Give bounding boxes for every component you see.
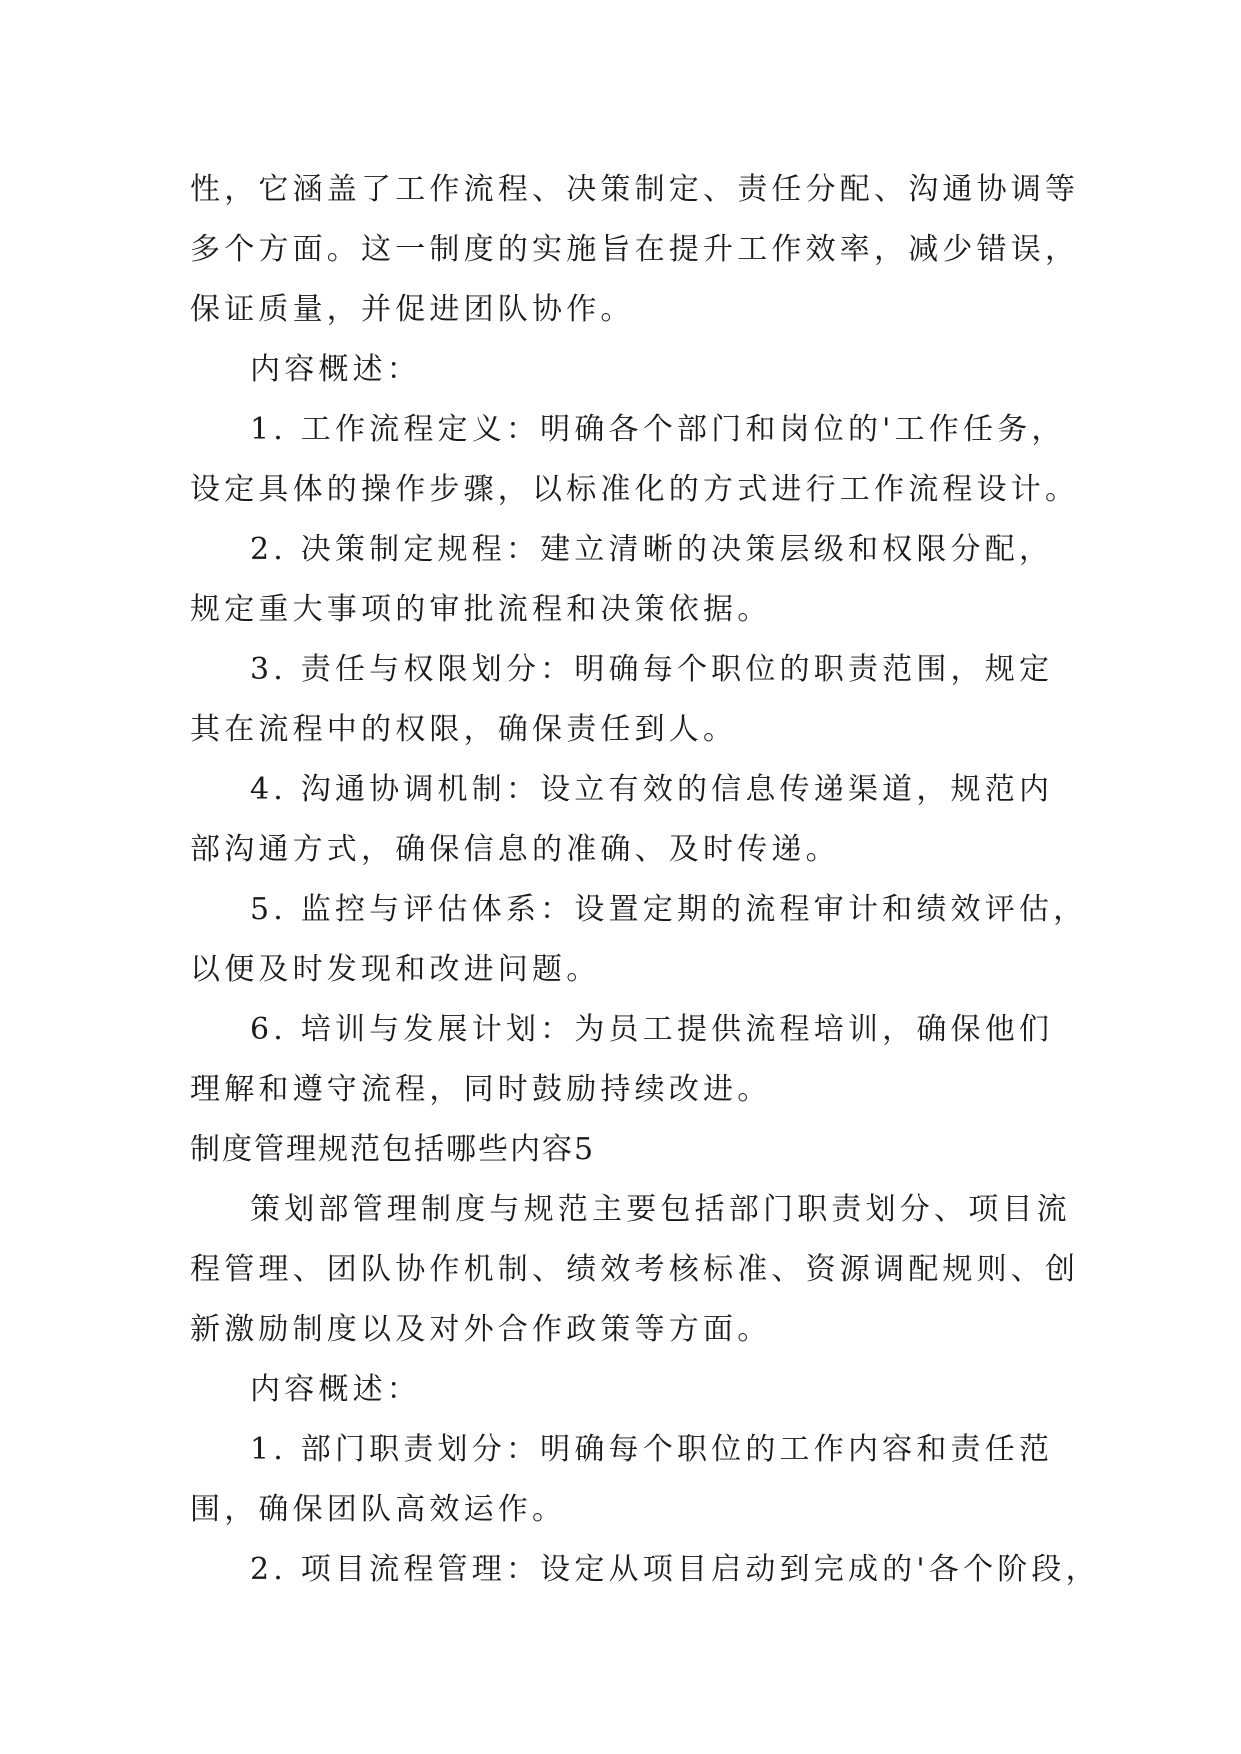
list-item: 1. 部门职责划分：明确每个职位的工作内容和责任范	[250, 1432, 1054, 1467]
document-body	[190, 160, 1100, 1600]
section-heading: 制度管理规范包括哪些内容5	[190, 1132, 596, 1167]
list-item: 6. 培训与发展计划：为员工提供流程培训，确保他们	[250, 1012, 1054, 1047]
list-item: 3. 责任与权限划分：明确每个职位的职责范围，规定	[250, 652, 1054, 687]
section-label: 内容概述：	[250, 352, 421, 387]
section-label: 内容概述：	[250, 1372, 421, 1407]
list-item: 1. 工作流程定义：明确各个部门和岗位的'工作任务，	[250, 412, 1066, 447]
list-item-continuation: 设定具体的操作步骤，以标准化的方式进行工作流程设计。	[190, 472, 1080, 507]
list-item: 2. 项目流程管理：设定从项目启动到完成的'各个阶段，	[250, 1552, 1100, 1587]
list-item: 2. 决策制定规程：建立清晰的决策层级和权限分配，	[250, 532, 1054, 567]
body-line: 策划部管理制度与规范主要包括部门职责划分、项目流	[250, 1192, 1071, 1227]
list-item: 5. 监控与评估体系：设置定期的流程审计和绩效评估，	[250, 892, 1088, 927]
body-line: 多个方面。这一制度的实施旨在提升工作效率，减少错误，	[190, 232, 1080, 267]
list-item-continuation: 部沟通方式，确保信息的准确、及时传递。	[190, 832, 840, 867]
body-line: 新激励制度以及对外合作政策等方面。	[190, 1312, 772, 1347]
body-line: 性，它涵盖了工作流程、决策制定、责任分配、沟通协调等	[190, 172, 1080, 207]
list-item-continuation: 以便及时发现和改进问题。	[190, 952, 601, 987]
list-item-continuation: 围，确保团队高效运作。	[190, 1492, 567, 1527]
body-line: 保证质量，并促进团队协作。	[190, 292, 635, 327]
body-line: 程管理、团队协作机制、绩效考核标准、资源调配规则、创	[190, 1252, 1080, 1287]
list-item: 4. 沟通协调机制：设立有效的信息传递渠道，规范内	[250, 772, 1054, 807]
list-item-continuation: 规定重大事项的审批流程和决策依据。	[190, 592, 772, 627]
list-item-continuation: 其在流程中的权限，确保责任到人。	[190, 712, 738, 747]
list-item-continuation: 理解和遵守流程，同时鼓励持续改进。	[190, 1072, 772, 1107]
